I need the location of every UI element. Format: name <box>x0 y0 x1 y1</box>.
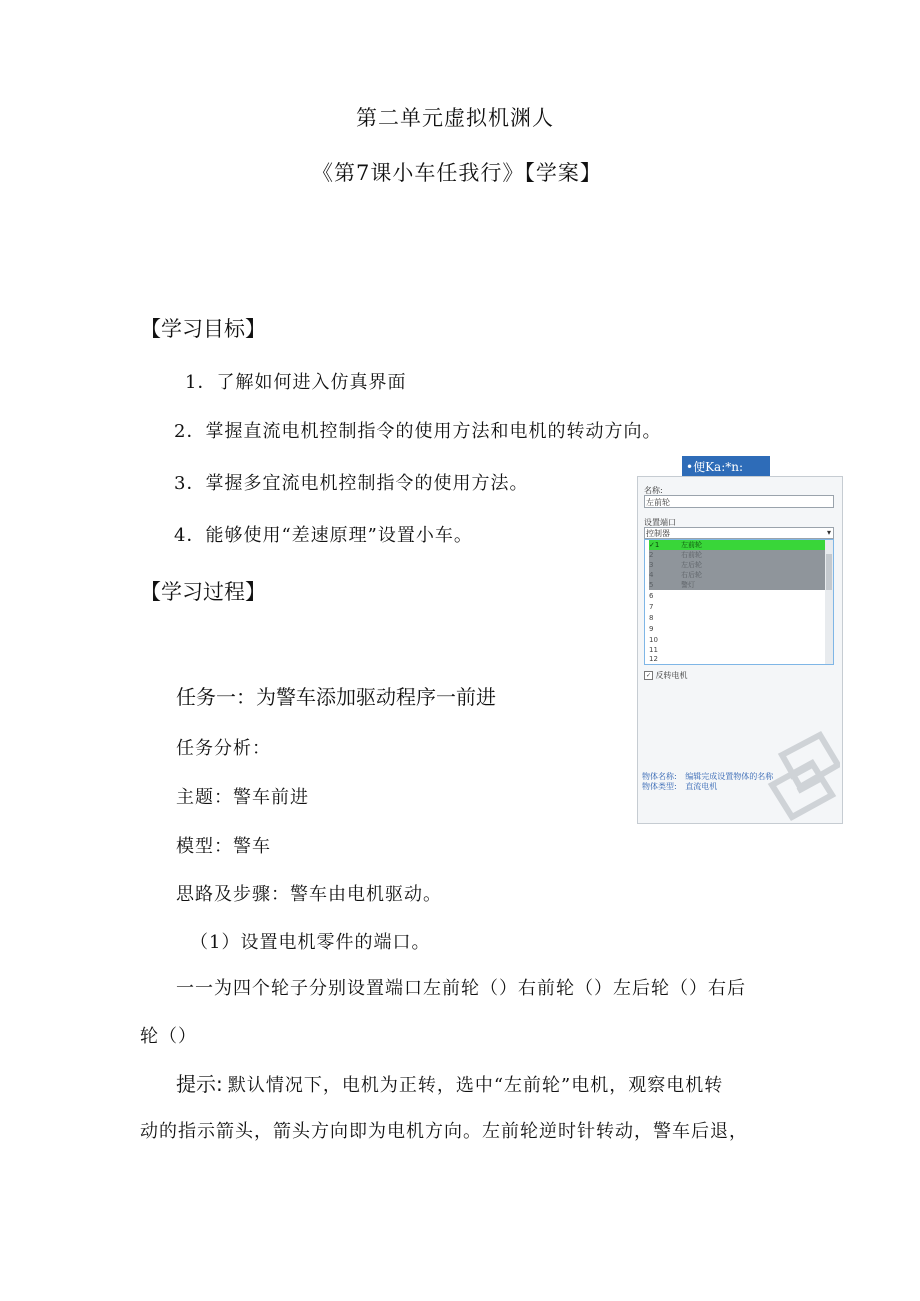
task-theme: 主题：警车前进 <box>176 787 309 808</box>
name-label: 名称: <box>644 486 663 495</box>
list-item[interactable]: 2 右前轮 <box>649 550 825 560</box>
checkbox-label: 反转电机 <box>655 671 688 680</box>
list-item[interactable]: 4 右后轮 <box>649 570 825 580</box>
controller-select[interactable] <box>644 527 834 539</box>
list-item[interactable]: 3 左后轮 <box>649 560 825 570</box>
hint-text-2: 动的指示箭头，箭头方向即为电机方向。左前轮逆时针转动，警车后退， <box>140 1121 748 1142</box>
objective-item-4: 4．能够使用“差速原理”设置小车。 <box>174 525 473 546</box>
motor-settings-panel <box>637 476 843 824</box>
list-item[interactable]: 6 <box>649 592 654 600</box>
objectives-heading: 【学习目标】 <box>140 317 266 341</box>
footer-key-2: 物体类型: <box>642 782 677 791</box>
clipboard-icon <box>762 725 840 821</box>
reverse-motor-checkbox[interactable] <box>644 670 688 681</box>
step-1: （1）设置电机零件的端口。 <box>190 932 431 953</box>
port-list[interactable] <box>644 539 834 665</box>
footer-row-2 <box>642 781 717 792</box>
footer-value-2: 直流电机 <box>685 782 718 791</box>
list-scrollbar[interactable] <box>825 540 833 664</box>
hint-paragraph <box>176 1068 723 1097</box>
unit-title: 第二单元虚拟机渊人 <box>356 106 554 130</box>
footer-key-1: 物体名称: <box>642 772 677 781</box>
list-item[interactable]: 9 <box>649 625 654 633</box>
ports-line-b: 轮（） <box>140 1026 197 1047</box>
process-heading: 【学习过程】 <box>140 580 266 604</box>
hint-text-1: 默认情况下，电机为正转，选中“左前轮”电机，观察电机转 <box>227 1075 724 1096</box>
objective-item-3: 3．掌握多宜流电机控制指令的使用方法。 <box>174 473 529 494</box>
chevron-down-icon: ▾ <box>826 528 831 537</box>
list-item[interactable]: 10 <box>649 636 658 644</box>
controller-select-value: 控制器 <box>646 529 670 538</box>
name-field[interactable] <box>644 495 834 508</box>
hint-label: 提示: <box>176 1072 223 1096</box>
task-steps: 思路及步骤：警车由电机驱动。 <box>176 884 442 905</box>
name-field-value: 左前轮 <box>646 498 670 507</box>
objective-item-1: 1．了解如何进入仿真界面 <box>185 372 407 393</box>
list-item[interactable]: 5 警灯 <box>649 580 825 590</box>
footer-value-1: 编辑完成设置物体的名称 <box>685 772 774 781</box>
task1-title: 任务一：为警车添加驱动程序一前进 <box>176 685 496 709</box>
list-item[interactable]: 8 <box>649 614 654 622</box>
list-item[interactable]: 12 <box>649 655 658 663</box>
checkbox-icon[interactable]: ✓ <box>645 672 652 679</box>
task-analysis: 任务分析： <box>176 738 271 759</box>
task-model: 模型：警车 <box>176 836 271 857</box>
objective-item-2: 2．掌握直流电机控制指令的使用方法和电机的转动方向。 <box>174 421 662 442</box>
list-item[interactable]: 7 <box>649 603 654 611</box>
lesson-title: 《第7课小车任我行》【学案】 <box>312 161 602 185</box>
list-item[interactable]: ✓1 左前轮 <box>649 540 825 550</box>
list-item[interactable]: 11 <box>649 646 658 654</box>
panel-tab: •便Ka:*n: <box>682 456 770 478</box>
scrollbar-thumb[interactable] <box>826 554 832 590</box>
port-label: 设置端口 <box>644 518 676 527</box>
ports-line-a: 一一为四个轮子分别设置端口左前轮（）右前轮（）左后轮（）右后 <box>176 978 746 999</box>
